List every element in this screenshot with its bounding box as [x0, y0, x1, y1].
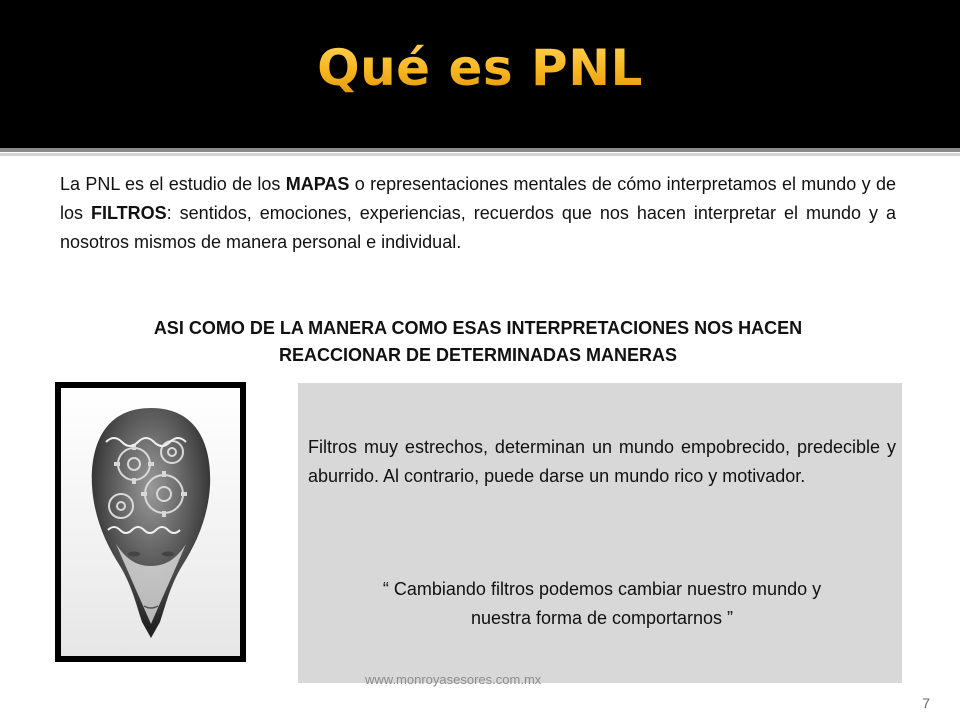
title-divider — [0, 148, 960, 152]
head-gears-drawing — [76, 394, 226, 650]
title-divider-light — [0, 153, 960, 156]
filters-paragraph: Filtros muy estrechos, determinan un mundo empobrecido, predecible y aburrido. Al contrario, puede darse un mundo rico y motivador. — [308, 437, 896, 486]
quote-line-1: “ Cambiando filtros podemos cambiar nuestro mundo y — [382, 579, 822, 599]
intro-text-2: o representaciones mentales de cómo interpretamos el mundo y de los — [60, 174, 896, 223]
slide-title: Qué es PNL — [317, 39, 643, 97]
intro-paragraph — [60, 170, 896, 257]
emphasis-heading — [60, 315, 896, 369]
intro-text-1: La PNL es el estudio de los — [60, 174, 286, 194]
head-gears-illustration — [61, 388, 240, 656]
emphasis-line-1: ASI COMO DE LA MANERA COMO ESAS INTERPRETACIONES NOS HACEN — [153, 318, 803, 338]
intro-bold-mapas: MAPAS — [285, 174, 350, 194]
head-gears-image — [55, 382, 246, 662]
intro-bold-filtros: FILTROS — [91, 203, 167, 223]
quote-line-2: nuestra forma de comportarnos ” — [470, 608, 734, 628]
emphasis-line-2: REACCIONAR DE DETERMINADAS MANERAS — [278, 345, 677, 365]
intro-text-3: : sentidos, emociones, experiencias, recuerdos que nos hacen interpretar el mundo y a nosotros mismos de manera personal e individual. — [60, 203, 896, 252]
title-bar — [0, 0, 960, 148]
website-footer: www.monroyasesores.com.mx — [365, 672, 542, 687]
filters-quote — [308, 575, 896, 633]
page-number: 7 — [922, 695, 930, 711]
quote-box — [298, 383, 902, 683]
